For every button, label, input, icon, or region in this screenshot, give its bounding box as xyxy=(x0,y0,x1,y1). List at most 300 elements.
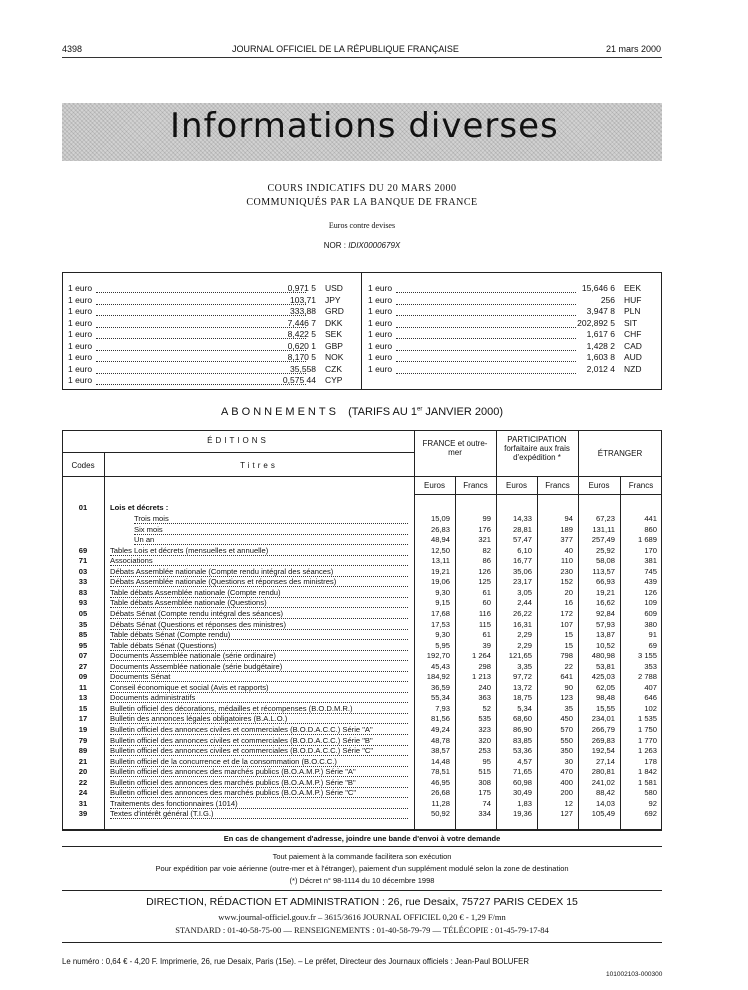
rate-right-label: 1 euro xyxy=(368,363,393,374)
row-fe: 184,92 xyxy=(426,672,450,682)
row-ff: 535 xyxy=(478,714,491,724)
row-ef: 1 770 xyxy=(637,735,657,745)
row-title: Débats Assemblée nationale (Compte rendu intégral des séances) xyxy=(110,566,334,576)
row-ee: 66,93 xyxy=(595,577,615,587)
row-code: 93 xyxy=(78,598,88,608)
rate-left-currency-code: NOK xyxy=(325,352,344,362)
row-title: Débats Sénat (Questions et réponses des ministres) xyxy=(110,619,287,629)
rate-left-currency-code: DKK xyxy=(325,317,343,328)
row-ff: 39 xyxy=(482,640,491,650)
row-title: Documents Assemblée nationale (série budgétaire) xyxy=(110,661,283,671)
row-ee: 234,01 xyxy=(591,714,615,724)
row-code: 89 xyxy=(78,746,88,756)
row-pf: 350 xyxy=(560,746,573,756)
header-codes: Codes xyxy=(71,461,95,470)
rate-right-value: 1,603 8 xyxy=(586,352,615,362)
row-ef: 439 xyxy=(644,577,657,587)
row-ee: 16,62 xyxy=(595,598,615,608)
unit-francs-etr: Francs xyxy=(628,481,654,490)
row-title: Trois mois xyxy=(134,514,169,523)
row-ef: 1 263 xyxy=(637,746,657,756)
row-ef: 91 xyxy=(648,630,657,640)
row-title: Table débats Sénat (Compte rendu) xyxy=(110,630,231,640)
row-fe: 5,95 xyxy=(435,640,450,650)
row-pe: 23,17 xyxy=(512,577,532,587)
row-title: Bulletin officiel des annonces des marchés publics (B.O.A.M.P.) Série "A" xyxy=(110,767,356,777)
header-titres: Titres xyxy=(240,461,278,470)
unit-euros-france: Euros xyxy=(424,481,445,490)
row-fe: 45,43 xyxy=(430,661,450,671)
row-fe: 81,56 xyxy=(430,714,450,724)
row-ff: 115 xyxy=(478,619,491,629)
rate-left-label: 1 euro xyxy=(68,329,93,339)
row-ee: 14,03 xyxy=(595,798,615,808)
row-pe: 121,65 xyxy=(508,651,532,661)
row-pf: 35 xyxy=(564,703,573,713)
journal-title: JOURNAL OFFICIEL DE LA RÉPUBLIQUE FRANÇAISE xyxy=(232,44,459,54)
row-ee: 105,49 xyxy=(591,809,615,819)
row-ee: 27,14 xyxy=(595,756,615,766)
row-pe: 16,31 xyxy=(512,619,532,629)
row-ff: 74 xyxy=(482,798,491,808)
rates-divider xyxy=(361,272,362,390)
row-ef: 381 xyxy=(644,556,657,566)
header-rule xyxy=(62,57,662,58)
rate-left-label: 1 euro xyxy=(68,375,93,385)
header-editions: ÉDITIONS xyxy=(207,436,269,445)
row-ef: 860 xyxy=(644,524,657,534)
row-fe: 12,50 xyxy=(430,545,450,555)
cours-line2: COMMUNIQUÉS PAR LA BANQUE DE FRANCE xyxy=(246,197,478,208)
rate-left-currency-code: GRD xyxy=(325,306,344,316)
rate-right-leader xyxy=(396,337,576,339)
rate-left-currency-code: USD xyxy=(325,283,343,293)
notes-rule-mid xyxy=(62,846,662,847)
row-pf: 16 xyxy=(564,598,573,608)
row-code: 19 xyxy=(78,725,88,734)
row-fe: 13,11 xyxy=(431,556,450,566)
row-pe: 13,72 xyxy=(512,682,532,692)
row-pe: 1,83 xyxy=(517,798,532,808)
row-ef: 580 xyxy=(644,788,657,798)
row-fe: 15,09 xyxy=(430,514,450,523)
row-code: 22 xyxy=(78,777,88,787)
nor-value: IDIX0000679X xyxy=(348,241,401,250)
rate-right-value: 1,428 2 xyxy=(586,340,615,351)
rate-left-value: 35,558 xyxy=(290,363,316,374)
row-ee: 192,54 xyxy=(591,746,615,756)
row-pf: 200 xyxy=(560,788,573,798)
row-fe: 50,92 xyxy=(430,809,450,819)
row-code: 13 xyxy=(78,693,88,703)
row-pf: 641 xyxy=(560,672,573,682)
row-title: Bulletin officiel des annonces civiles et commerciales (B.O.D.A.C.C.) Série "A" xyxy=(110,725,373,734)
row-code: 85 xyxy=(78,630,88,640)
rate-right-value: 202,892 5 xyxy=(577,317,615,328)
row-ef: 407 xyxy=(644,682,657,692)
tarifs-label: (TARIFS AU 1 xyxy=(348,406,417,418)
row-pf: 22 xyxy=(564,661,573,671)
row-pf: 90 xyxy=(564,682,573,692)
row-ff: 61 xyxy=(482,630,491,640)
row-fe: 78,51 xyxy=(430,767,450,777)
row-pf: 30 xyxy=(564,756,573,766)
row-title: Débats Assemblée nationale (Questions et réponses des ministres) xyxy=(110,577,337,587)
row-leader xyxy=(134,522,408,524)
row-pe: 3,05 xyxy=(517,587,532,597)
row-code: 95 xyxy=(78,640,88,650)
rate-left-label: 1 euro xyxy=(68,352,93,362)
row-title: Bulletin officiel des annonces civiles et commerciales (B.O.D.A.C.C.) Série "C" xyxy=(110,746,374,756)
row-ef: 69 xyxy=(648,640,657,650)
row-fe: 19,06 xyxy=(430,577,450,587)
row-title: Débats Sénat (Compte rendu intégral des séances) xyxy=(110,608,284,618)
row-title: Documents Assemblée nationale (série ordinaire) xyxy=(110,651,276,661)
abonnements-title xyxy=(62,406,662,418)
row-ee: 88,42 xyxy=(595,788,615,798)
row-ef: 109 xyxy=(644,598,657,608)
row-title: Un an xyxy=(134,535,155,545)
row-ee: 15,55 xyxy=(595,703,615,713)
row-ef: 1 750 xyxy=(637,725,657,734)
row-fe: 36,59 xyxy=(430,682,450,692)
rate-right-currency-code: NZD xyxy=(624,363,642,374)
row-ee: 25,92 xyxy=(595,545,615,555)
row-code: 07 xyxy=(78,651,88,661)
rate-left-value: 7,446 7 xyxy=(287,317,316,328)
row-title: Bulletin officiel des annonces civiles et commerciales (B.O.D.A.C.C.) Série "B" xyxy=(110,735,373,745)
row-ee: 92,84 xyxy=(595,608,615,618)
rate-right-label: 1 euro xyxy=(368,329,393,339)
phone-numbers: STANDARD : 01-40-58-75-00 — RENSEIGNEMENTS : 01-40-58-79-79 — TÉLÉCOPIE : 01-45-79-17-84 xyxy=(175,925,549,935)
row-code: 01 xyxy=(78,503,88,512)
row-title: Bulletin officiel de la concurrence et de la consommation (B.O.C.C.) xyxy=(110,756,337,766)
row-pe: 97,72 xyxy=(512,672,532,682)
row-pe: 35,06 xyxy=(512,566,532,576)
row-ff: 176 xyxy=(478,524,491,534)
issue-price-footer: Le numéro : 0,64 € - 4,20 F. Imprimerie, 26, rue Desaix, Paris (15e). – Le préfet, Directeur des Journaux officiels : Jean-Paul BOLUFER xyxy=(62,957,530,966)
row-ee: 13,87 xyxy=(595,630,615,640)
row-pe: 4,57 xyxy=(517,756,532,766)
row-pe: 30,49 xyxy=(512,788,532,798)
row-pf: 550 xyxy=(560,735,573,745)
row-code: 39 xyxy=(78,809,88,819)
row-code: 20 xyxy=(78,767,88,777)
row-pe: 68,60 xyxy=(512,714,532,724)
row-fe: 49,24 xyxy=(430,725,450,734)
row-title: Associations xyxy=(110,556,153,566)
row-code: 71 xyxy=(78,556,88,566)
row-fe: 38,57 xyxy=(430,746,450,756)
cours-line1: COURS INDICATIFS DU 20 MARS 2000 xyxy=(267,183,457,194)
row-line-units xyxy=(414,494,662,495)
row-pf: 470 xyxy=(560,767,573,777)
row-fe: 192,70 xyxy=(426,651,450,661)
header-participation: PARTICIPATION forfaitaire aux frais d'expédition * xyxy=(504,435,570,462)
row-pf: 110 xyxy=(560,556,573,566)
row-ef: 102 xyxy=(644,703,657,713)
rate-right-currency-code: HUF xyxy=(624,294,642,305)
row-title: Traitements des fonctionnaires (1014) xyxy=(110,798,238,808)
row-code: 24 xyxy=(78,788,88,798)
rate-right-leader xyxy=(396,372,576,374)
row-ff: 1 264 xyxy=(471,651,491,661)
row-fe: 17,53 xyxy=(430,619,450,629)
unit-francs-part: Francs xyxy=(545,481,570,490)
row-pf: 15 xyxy=(564,630,573,640)
row-ee: 57,93 xyxy=(595,619,615,629)
rate-right-currency-code: AUD xyxy=(624,352,642,362)
row-ff: 82 xyxy=(482,545,491,555)
row-pe: 28,81 xyxy=(512,524,532,534)
row-ff: 323 xyxy=(478,725,491,734)
row-pf: 94 xyxy=(564,514,573,523)
row-pf: 450 xyxy=(560,714,573,724)
row-pe: 83,85 xyxy=(512,735,532,745)
row-ee: 10,52 xyxy=(595,640,615,650)
row-pe: 6,10 xyxy=(517,545,532,555)
row-ee: 113,57 xyxy=(592,566,615,576)
row-ef: 646 xyxy=(644,693,657,703)
header-france: FRANCE et outre-mer xyxy=(422,439,488,457)
rate-left-label: 1 euro xyxy=(68,317,93,328)
row-line-editions xyxy=(62,452,414,453)
row-ff: 61 xyxy=(482,587,491,597)
row-ff: 308 xyxy=(478,777,491,787)
notes-rule-top xyxy=(62,830,662,831)
col-line-codes xyxy=(104,452,105,830)
row-fe: 14,48 xyxy=(430,756,450,766)
row-pe: 60,98 xyxy=(512,777,532,787)
row-pe: 19,36 xyxy=(512,809,532,819)
row-title: Table débats Assemblée nationale (Questions) xyxy=(110,598,267,608)
payment-note: Tout paiement à la commande facilitera son exécution xyxy=(272,852,452,861)
direction-rule xyxy=(62,942,662,943)
row-pe: 16,77 xyxy=(512,556,532,566)
row-ff: 95 xyxy=(482,756,491,766)
rate-left-value: 103,71 xyxy=(290,294,316,305)
row-ef: 380 xyxy=(644,619,657,629)
row-ee: 53,81 xyxy=(595,661,615,671)
row-leader xyxy=(110,817,408,819)
website-minitel: www.journal-officiel.gouv.fr – 3615/3616 JOURNAL OFFICIEL 0,20 € - 1,29 F/mn xyxy=(218,912,506,922)
row-pf: 40 xyxy=(564,545,573,555)
rate-right-currency-code: SIT xyxy=(624,317,638,328)
rate-left-currency-code: JPY xyxy=(325,294,341,305)
row-code: 03 xyxy=(78,566,88,576)
rate-right-leader xyxy=(396,326,576,328)
cours-subtitle: Euros contre devises xyxy=(328,221,396,230)
row-ee: 62,05 xyxy=(595,682,615,692)
row-ef: 745 xyxy=(644,566,657,576)
row-code: 83 xyxy=(78,587,88,597)
row-ff: 175 xyxy=(478,788,491,798)
row-line-header xyxy=(62,476,662,477)
decree-note: (*) Décret n° 98-1114 du 10 décembre 1998 xyxy=(289,876,435,885)
issue-date: 21 mars 2000 xyxy=(606,44,662,54)
rate-left-value: 0,971 5 xyxy=(287,283,316,293)
row-title: Textes d'intérêt général (T.I.G.) xyxy=(110,809,214,819)
rate-left-value: 8,170 5 xyxy=(287,352,316,362)
row-ef: 353 xyxy=(644,661,657,671)
rate-left-value: 333,88 xyxy=(290,306,316,316)
row-ef: 609 xyxy=(644,608,657,618)
rate-right-leader xyxy=(396,303,576,305)
rate-right-currency-code: PLN xyxy=(624,306,641,316)
row-title: Six mois xyxy=(134,524,163,534)
rate-right-label: 1 euro xyxy=(368,283,393,293)
row-ef: 1 842 xyxy=(637,767,657,777)
row-ef: 1 535 xyxy=(637,714,657,724)
row-fe: 11,28 xyxy=(431,798,450,808)
row-pe: 2,44 xyxy=(517,598,532,608)
rate-right-leader xyxy=(396,360,576,362)
row-ef: 3 155 xyxy=(637,651,657,661)
direction-address: DIRECTION, RÉDACTION ET ADMINISTRATION : 26, rue Desaix, 75727 PARIS CEDEX 15 xyxy=(146,896,578,908)
rate-right-value: 2,012 4 xyxy=(586,363,615,374)
tarifs-date: JANVIER 2000) xyxy=(422,406,504,418)
rate-right-leader xyxy=(396,291,576,293)
row-ee: 480,98 xyxy=(591,651,615,661)
row-ff: 52 xyxy=(482,703,491,713)
unit-euros-part: Euros xyxy=(506,481,527,490)
row-pe: 2,29 xyxy=(517,640,532,650)
rate-right-leader xyxy=(396,349,576,351)
row-ff: 363 xyxy=(478,693,491,703)
row-fe: 55,34 xyxy=(430,693,450,703)
row-ff: 320 xyxy=(478,735,491,745)
row-fe: 9,30 xyxy=(435,630,450,640)
row-ee: 425,03 xyxy=(591,672,615,682)
row-fe: 46,95 xyxy=(430,777,450,787)
row-code: 21 xyxy=(78,756,88,766)
row-code: 27 xyxy=(78,661,88,671)
print-code: 101002103-000300 xyxy=(606,971,663,978)
row-pf: 20 xyxy=(564,587,573,597)
row-ef: 441 xyxy=(644,514,657,523)
page-number: 4398 xyxy=(62,44,83,54)
row-pe: 71,65 xyxy=(512,767,532,777)
row-ee: 67,23 xyxy=(595,514,615,523)
row-ef: 692 xyxy=(644,809,657,819)
row-ff: 116 xyxy=(478,608,491,618)
row-ff: 99 xyxy=(482,514,491,523)
row-fe: 17,68 xyxy=(430,608,450,618)
row-code: 15 xyxy=(78,703,88,713)
row-ee: 131,11 xyxy=(592,524,615,534)
row-title: Table débats Assemblée nationale (Compte rendu) xyxy=(110,587,281,597)
row-pf: 798 xyxy=(560,651,573,661)
rate-right-label: 1 euro xyxy=(368,352,393,362)
rate-right-currency-code: CHF xyxy=(624,329,642,339)
row-ff: 240 xyxy=(478,682,491,692)
rate-right-label: 1 euro xyxy=(368,306,393,316)
rate-left-label: 1 euro xyxy=(68,363,93,374)
row-fe: 7,93 xyxy=(435,703,450,713)
row-title: Bulletin officiel des annonces des marchés publics (B.O.A.M.P.) Série "C" xyxy=(110,788,357,798)
rate-right-leader xyxy=(396,314,576,316)
address-change-note: En cas de changement d'adresse, joindre une bande d'envoi à votre demande xyxy=(223,834,501,843)
rate-left-value: 0,575 44 xyxy=(282,375,316,385)
header-etranger: ÉTRANGER xyxy=(597,449,643,458)
row-pe: 18,75 xyxy=(512,693,532,703)
rate-right-value: 1,617 6 xyxy=(586,329,615,339)
row-title: Bulletin officiel des décorations, médailles et récompenses (B.O.D.M.R.) xyxy=(110,703,353,713)
row-fe: 48,78 xyxy=(430,735,450,745)
row-code: 11 xyxy=(78,682,88,692)
row-ff: 298 xyxy=(478,661,491,671)
row-ff: 334 xyxy=(478,809,491,819)
row-pf: 12 xyxy=(564,798,573,808)
row-ff: 86 xyxy=(482,556,491,566)
row-title: Conseil économique et social (Avis et rapports) xyxy=(110,682,269,692)
rate-left-currency-code: SEK xyxy=(325,329,343,339)
row-ee: 269,83 xyxy=(591,735,615,745)
rate-left-currency-code: GBP xyxy=(325,340,343,351)
abonnements-label: ABONNEMENTS xyxy=(220,406,339,418)
row-title: Documents Sénat xyxy=(110,672,171,682)
rate-right-value: 256 xyxy=(600,294,615,305)
row-ef: 92 xyxy=(648,798,657,808)
row-title: Table débats Sénat (Questions) xyxy=(110,640,217,650)
row-ee: 280,81 xyxy=(591,767,615,777)
row-fe: 19,21 xyxy=(430,566,450,576)
row-title: Lois et décrets : xyxy=(110,503,169,512)
row-pf: 172 xyxy=(560,608,573,618)
row-pe: 86,90 xyxy=(512,725,532,734)
unit-euros-etr: Euros xyxy=(588,481,610,490)
rate-left-value: 8,422 5 xyxy=(287,329,316,339)
rate-left-label: 1 euro xyxy=(68,283,93,293)
row-ee: 58,08 xyxy=(595,556,615,566)
section-title: Informations diverses xyxy=(170,106,559,146)
row-ef: 170 xyxy=(644,545,657,555)
row-pf: 152 xyxy=(560,577,573,587)
row-pe: 53,36 xyxy=(512,746,532,756)
rate-right-currency-code: EEK xyxy=(624,283,642,293)
row-code: 33 xyxy=(78,577,88,587)
row-pe: 5,34 xyxy=(517,703,532,713)
row-code: 17 xyxy=(78,714,88,724)
row-pe: 26,22 xyxy=(512,608,532,618)
row-fe: 9,30 xyxy=(435,587,450,597)
row-pf: 15 xyxy=(564,640,573,650)
rate-right-label: 1 euro xyxy=(368,317,393,328)
row-code: 69 xyxy=(78,545,88,555)
row-ff: 60 xyxy=(482,598,491,608)
row-code: 09 xyxy=(78,672,88,682)
nor-label: NOR : xyxy=(323,241,346,250)
row-ff: 515 xyxy=(478,767,491,777)
airmail-note: Pour expédition par voie aérienne (outre-mer et à l'étranger), paiement d'un supplément modulé selon la zone de destination xyxy=(155,864,569,873)
row-ff: 253 xyxy=(478,746,491,756)
rate-right-label: 1 euro xyxy=(368,340,393,351)
row-pf: 189 xyxy=(560,524,573,534)
row-fe: 9,15 xyxy=(435,598,450,608)
rate-left-label: 1 euro xyxy=(68,294,93,305)
row-leader xyxy=(110,554,408,556)
row-fe: 48,94 xyxy=(430,535,450,545)
rate-left-currency-code: CYP xyxy=(325,375,343,385)
row-pf: 107 xyxy=(560,619,573,629)
row-ff: 125 xyxy=(478,577,491,587)
row-ee: 98,48 xyxy=(595,693,615,703)
row-pe: 3,35 xyxy=(517,661,532,671)
row-ef: 1 581 xyxy=(637,777,657,787)
row-ff: 126 xyxy=(478,566,491,576)
rate-right-value: 3,947 8 xyxy=(586,306,615,316)
row-code: 79 xyxy=(78,735,88,745)
